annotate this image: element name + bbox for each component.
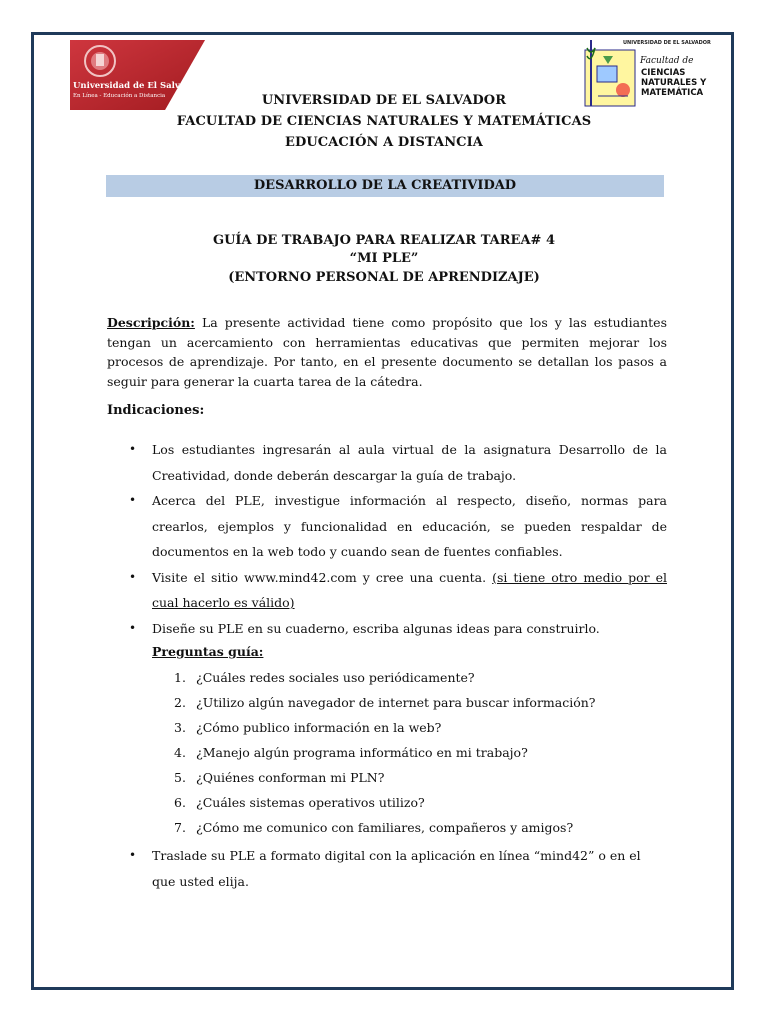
question-number: 6. [174, 795, 186, 810]
instructions-list [107, 437, 667, 641]
question-text: ¿Cómo me comunico con familiares, compañeros y amigos? [196, 820, 574, 835]
logo-right-line3: MATEMÁTICA [641, 88, 704, 98]
list-item-text: Diseñe su PLE en su cuaderno, escriba algunas ideas para construirlo. [152, 620, 600, 636]
list-item [107, 616, 667, 642]
question-item [152, 715, 596, 740]
list-item [107, 437, 667, 488]
description-label: Descripción: [107, 315, 195, 330]
bullet-icon: • [129, 442, 137, 456]
question-number: 7. [174, 820, 186, 835]
final-instruction [107, 843, 667, 894]
logo-right-line2: NATURALES Y [641, 78, 707, 88]
list-item [107, 565, 667, 616]
bullet-icon: • [129, 569, 137, 584]
guide-subtitle: “MI PLE” [349, 251, 419, 266]
question-item [152, 765, 596, 790]
question-text: ¿Utilizo algún navegador de internet para buscar información? [196, 695, 596, 710]
final-instruction-text: Traslade su PLE a formato digital con la aplicación en línea “mind42” o en el que usted elija. [152, 848, 641, 889]
question-item [152, 815, 596, 840]
guide-subtitle-expanded: (ENTORNO PERSONAL DE APRENDIZAJE) [228, 270, 540, 285]
question-number: 1. [174, 670, 186, 685]
list-item [107, 488, 667, 565]
header-university: UNIVERSIDAD DE EL SALVADOR [261, 93, 507, 108]
header-faculty: FACULTAD DE CIENCIAS NATURALES Y MATEMÁTICAS [176, 114, 592, 129]
list-item-text: Acerca del PLE, investigue información al respecto, diseño, normas para crearlos, ejemplos y funcionalidad en educación, se pueden respaldar de documentos en la web todo y cuando sean de fuentes confiables. [152, 493, 667, 559]
logo-right-facultad: Facultad de [640, 56, 694, 66]
question-number: 3. [174, 720, 186, 735]
bullet-icon: • [129, 848, 137, 862]
header-modality: EDUCACIÓN A DISTANCIA [284, 135, 483, 150]
question-text: ¿Quiénes conforman mi PLN? [196, 770, 385, 785]
question-text: ¿Manejo algún programa informático en mi trabajo? [196, 745, 528, 760]
question-number: 2. [174, 695, 186, 710]
question-text: ¿Cuáles redes sociales uso periódicamente? [196, 670, 475, 685]
questions-list [152, 665, 596, 840]
logo-left-name: Universidad de El Salvador [73, 81, 202, 91]
question-number: 5. [174, 770, 186, 785]
visit-text: Visite el sitio www.mind42.com y cree una cuenta. [152, 569, 493, 585]
course-banner: DESARROLLO DE LA CREATIVIDAD [106, 175, 664, 197]
logo-right-university: UNIVERSIDAD DE EL SALVADOR [623, 40, 711, 46]
guide-title: GUÍA DE TRABAJO PARA REALIZAR TAREA# 4 [212, 233, 556, 248]
list-item-text: Los estudiantes ingresarán al aula virtual de la asignatura Desarrollo de la Creatividad, donde deberán descargar la guía de trabajo. [152, 442, 667, 483]
description-paragraph [107, 313, 667, 391]
question-text: ¿Cómo publico información en la web? [196, 720, 442, 735]
bullet-icon: • [129, 620, 137, 635]
question-item [152, 790, 596, 815]
bullet-icon: • [129, 493, 137, 507]
question-item [152, 740, 596, 765]
preguntas-label: Preguntas guía: [152, 644, 264, 659]
indicaciones-heading: Indicaciones: [107, 403, 205, 418]
logo-right-line1: CIENCIAS [641, 68, 686, 78]
visit-note: (si tiene otro medio por el cual hacerlo es válido) [152, 569, 667, 610]
question-number: 4. [174, 745, 186, 760]
question-text: ¿Cuáles sistemas operativos utilizo? [196, 795, 425, 810]
question-item [152, 665, 596, 690]
question-item [152, 690, 596, 715]
description-text: La presente actividad tiene como propósito que los y las estudiantes tengan un acercamiento con herramientas educativas que permiten mejorar los procesos de aprendizaje. Por tanto, en el presente documento se detallan los pasos a seguir para generar la cuarta tarea de la cátedra. [107, 315, 667, 389]
logo-left-tagline: En Línea - Educación a Distancia [73, 93, 166, 99]
